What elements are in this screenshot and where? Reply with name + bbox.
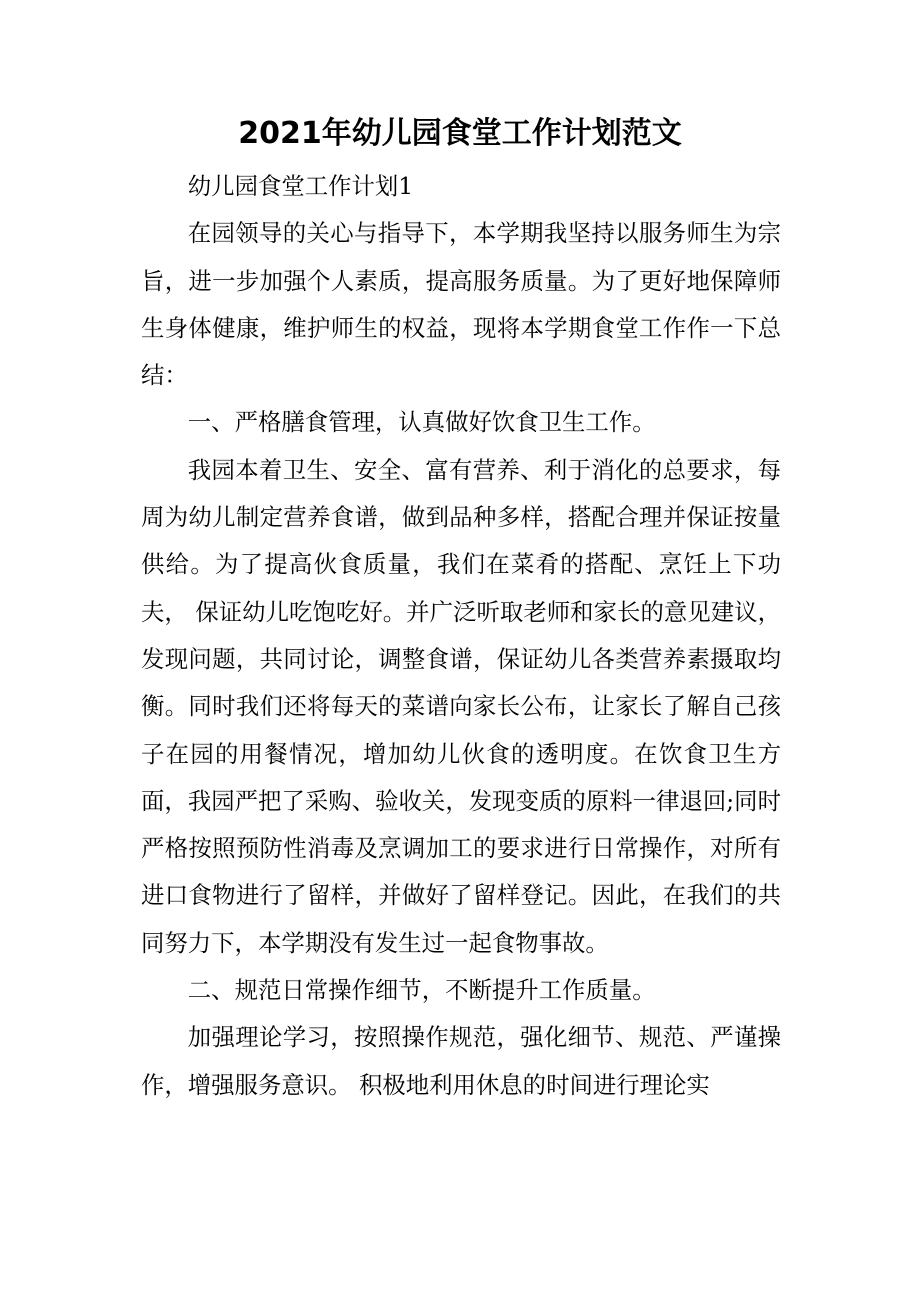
paragraph-body-2: 加强理论学习，按照操作规范，强化细节、规范、严谨操作，增强服务意识。 积极地利用休息的时间进行理论实 — [141, 1023, 781, 1099]
document-body — [141, 163, 781, 1109]
document-title: 2021年幼儿园食堂工作计划范文 — [238, 116, 682, 151]
paragraph-body-1: 我园本着卫生、安全、富有营养、利于消化的总要求，每周为幼儿制定营养食谱，做到品种多样，搭配合理并保证按量供给。为了提高伙食质量，我们在菜肴的搭配、烹饪上下功夫， 保证幼儿吃饱吃好。并广泛听取老师和家长的意见建议，发现问题，共同讨论，调整食谱，保证幼儿各类营养素摄取均衡。同时我们还将每天的菜谱向家长公布，让家长了解自己孩子在园的用餐情况，增加幼儿伙食的透明度。在饮食卫生方面，我园严把了采购、验收关，发现变质的原料一律退回;同时严格按照预防性消毒及烹调加工的要求进行日常操作，对所有进口食物进行了留样，并做好了留样登记。因此，在我们的共同努力下，本学期没有发生过一起食物事故。 — [141, 455, 781, 957]
paragraph-intro: 在园领导的关心与指导下，本学期我坚持以服务师生为宗旨，进一步加强个人素质，提高服务质量。为了更好地保障师生身体健康，维护师生的权益，现将本学期食堂工作作一下总结： — [141, 219, 781, 390]
paragraph-heading-2: 二、规范日常操作细节，不断提升工作质量。 — [187, 976, 656, 1005]
paragraph-heading-1: 一、严格膳食管理，认真做好饮食卫生工作。 — [187, 408, 656, 437]
paragraph-subtitle: 幼儿园食堂工作计划1 — [187, 172, 414, 200]
